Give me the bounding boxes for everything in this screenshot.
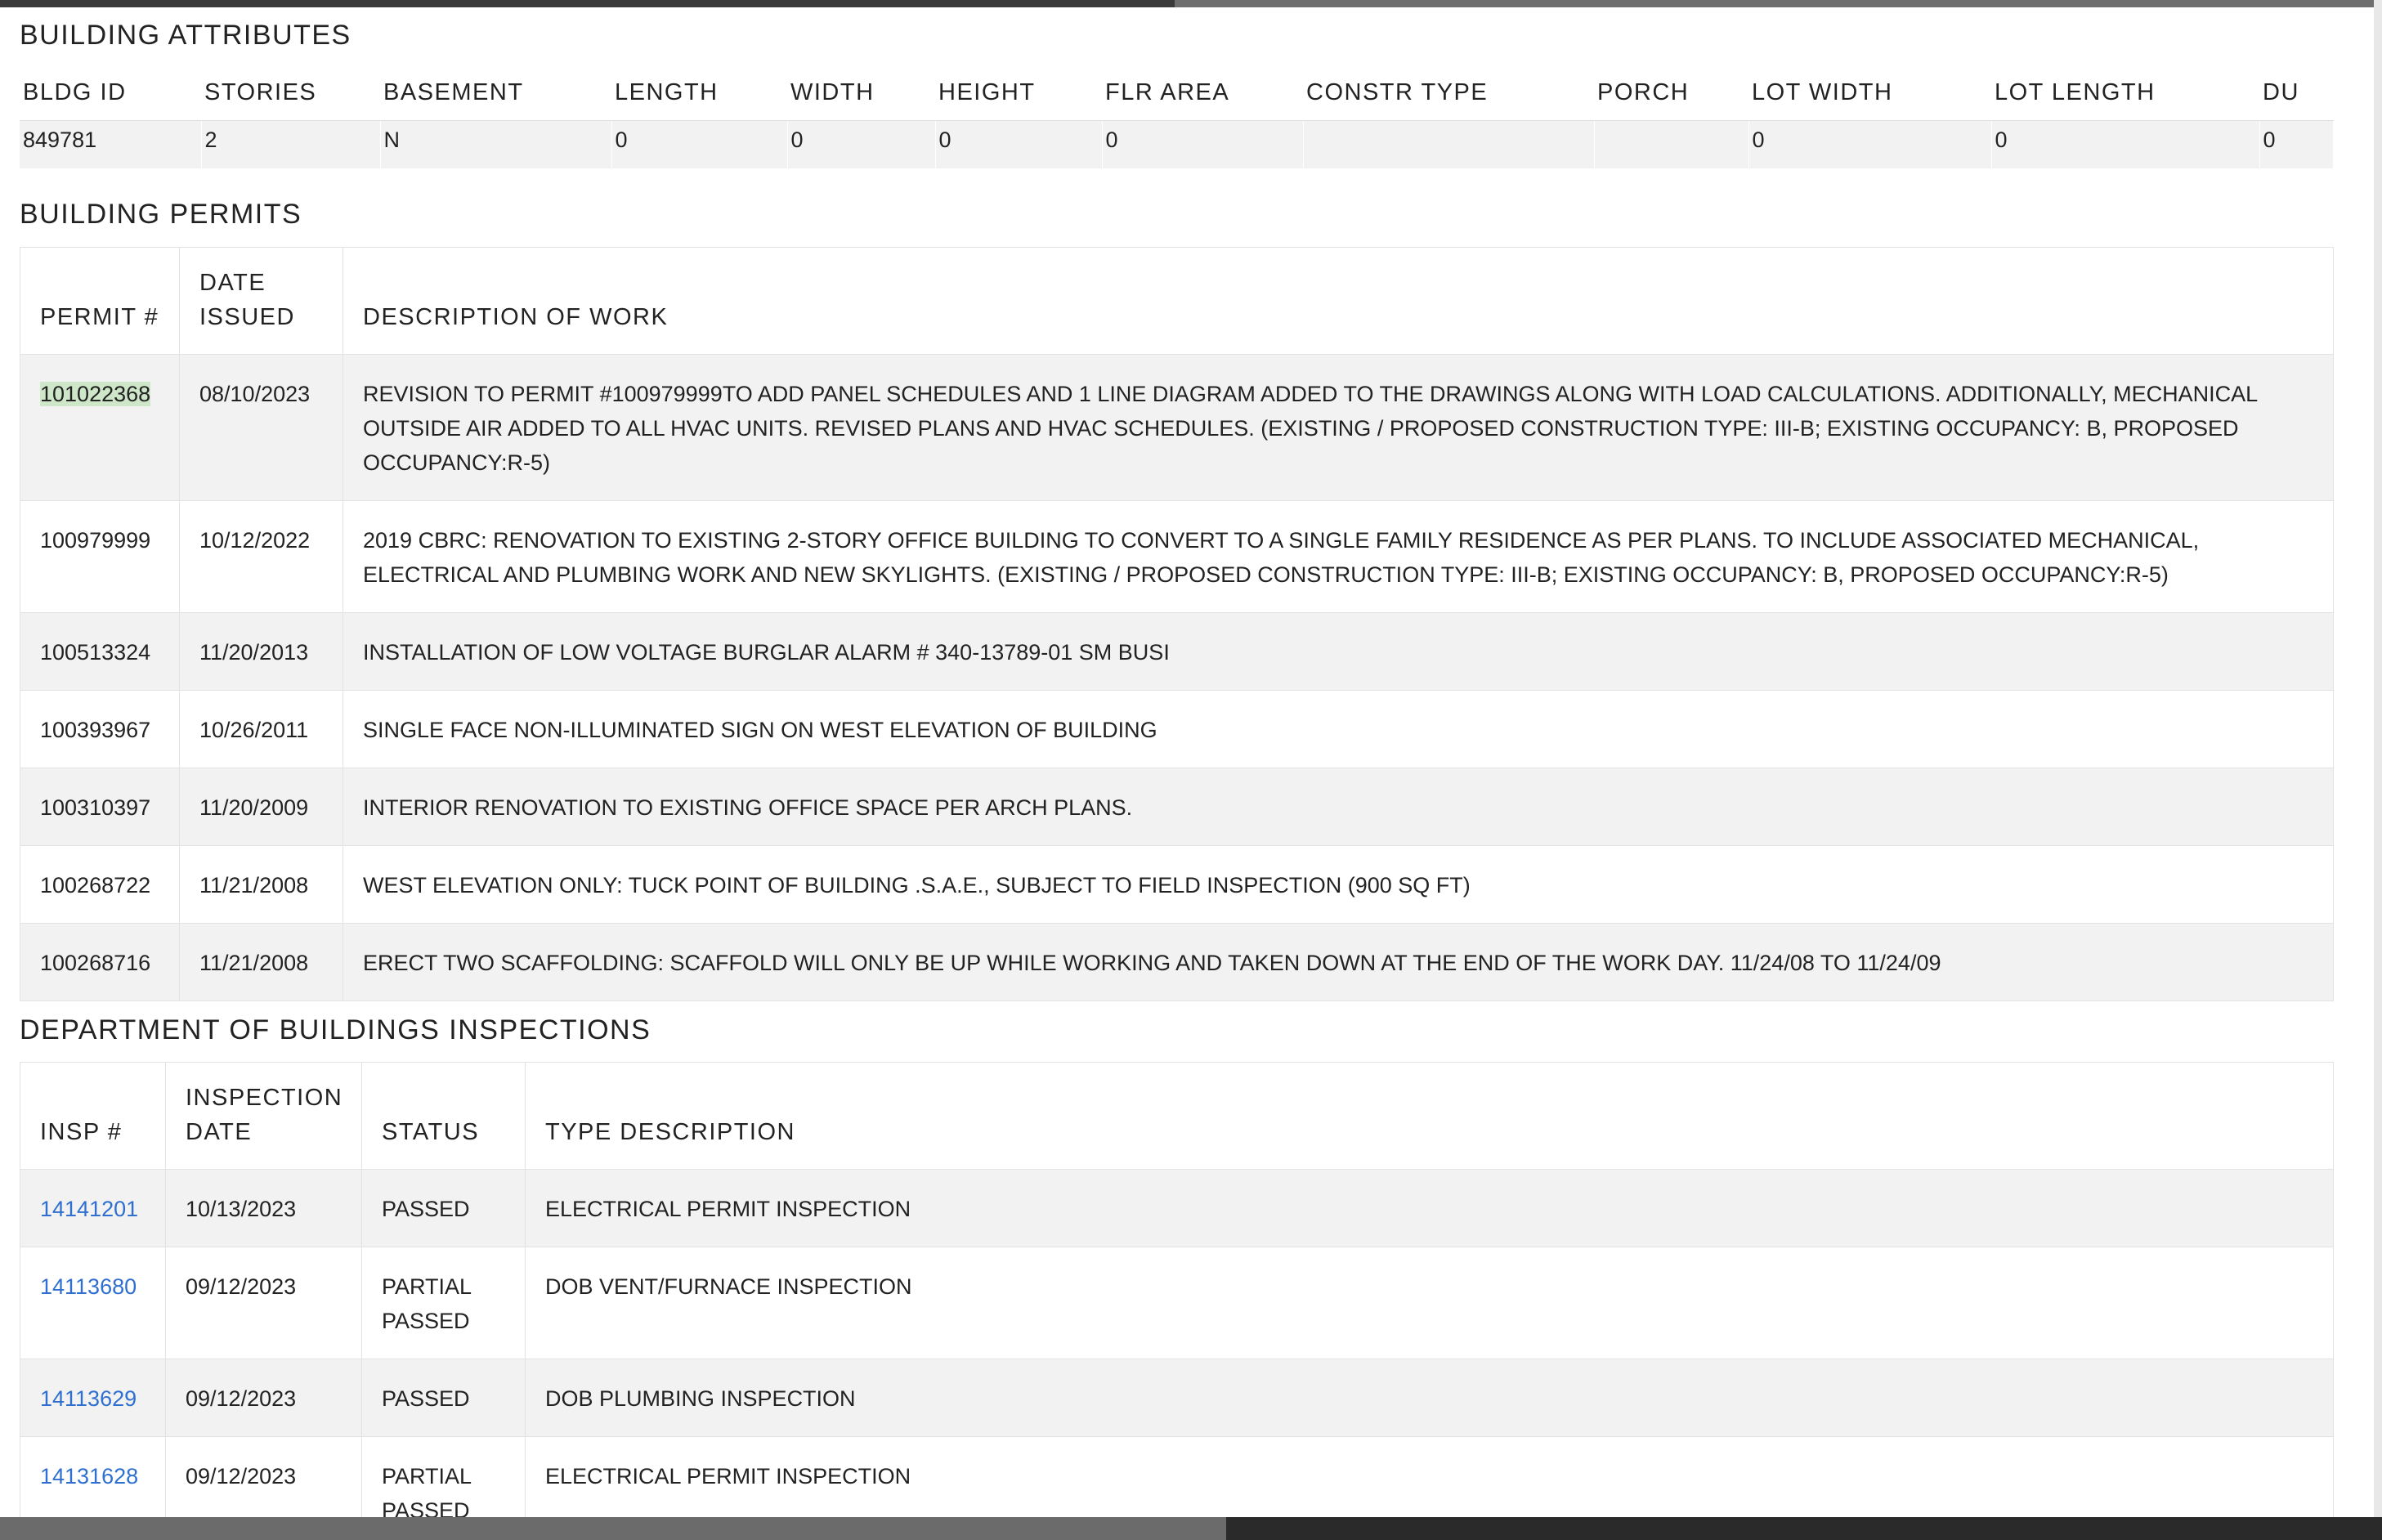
permit-description: REVISION TO PERMIT #100979999TO ADD PANEL SCHEDULES AND 1 LINE DIAGRAM ADDED TO THE DRAWINGS ALONG WITH LOAD CALCULATIONS. ADDITIONALLY, MECHANICAL OUTSIDE AIR ADDED TO ALL HVAC UNITS. REVISED PLANS AND HVAC SCHEDULES. (EXISTING / PROPOSED CONSTRUCTION TYPE: III-B; EXISTING OCCUPANCY: B, PROPOSED OCCUPANCY:R-5) bbox=[343, 355, 2334, 501]
attr-header: LENGTH bbox=[611, 69, 787, 121]
table-row bbox=[20, 846, 2334, 924]
inspections-title: DEPARTMENT OF BUILDINGS INSPECTIONS bbox=[20, 1014, 651, 1045]
permit-date: 11/20/2009 bbox=[180, 768, 343, 846]
inspection-type: ELECTRICAL PERMIT INSPECTION bbox=[526, 1170, 2334, 1247]
permit-date: 08/10/2023 bbox=[180, 355, 343, 501]
inspection-date: 10/13/2023 bbox=[166, 1170, 362, 1247]
permit-number: 100979999 bbox=[20, 501, 180, 613]
attr-header: WIDTH bbox=[787, 69, 935, 121]
building-attributes-title: BUILDING ATTRIBUTES bbox=[20, 20, 351, 51]
window-right-edge bbox=[2374, 0, 2382, 1517]
attr-header: CONSTR TYPE bbox=[1303, 69, 1594, 121]
attr-header: HEIGHT bbox=[935, 69, 1102, 121]
attr-value: 0 bbox=[935, 121, 1102, 169]
inspection-status: PARTIAL PASSED bbox=[362, 1437, 526, 1518]
attr-header: BASEMENT bbox=[380, 69, 611, 121]
building-attributes-table bbox=[20, 69, 2334, 168]
status-header: STATUS bbox=[362, 1063, 526, 1170]
permit-date: 11/21/2008 bbox=[180, 924, 343, 1001]
permit-number: 100513324 bbox=[20, 613, 180, 691]
permit-description: ERECT TWO SCAFFOLDING: SCAFFOLD WILL ONLY BE UP WHILE WORKING AND TAKEN DOWN AT THE END OF THE WORK DAY. 11/24/08 TO 11/24/09 bbox=[343, 924, 2334, 1001]
attr-header: LOT LENGTH bbox=[1991, 69, 2259, 121]
inspection-link[interactable]: 14131628 bbox=[40, 1464, 139, 1489]
table-row bbox=[20, 768, 2334, 846]
permit-date: 11/20/2013 bbox=[180, 613, 343, 691]
type-description-header: TYPE DESCRIPTION bbox=[526, 1063, 2334, 1170]
building-permits-table bbox=[20, 247, 2334, 1001]
window-bottom-bar bbox=[0, 1517, 1226, 1540]
inspections-table bbox=[20, 1062, 2334, 1517]
insp-number-header: INSP # bbox=[20, 1063, 166, 1170]
permit-number: 100310397 bbox=[20, 768, 180, 846]
window-top-bar bbox=[0, 0, 1175, 7]
attributes-value-row bbox=[20, 121, 2333, 169]
attr-value: 0 bbox=[787, 121, 935, 169]
attr-header: STORIES bbox=[201, 69, 380, 121]
permit-date: 11/21/2008 bbox=[180, 846, 343, 924]
inspection-date-header: INSPECTION DATE bbox=[166, 1063, 362, 1170]
inspection-status: PASSED bbox=[362, 1170, 526, 1247]
attr-value: 0 bbox=[1102, 121, 1303, 169]
permit-date: 10/26/2011 bbox=[180, 691, 343, 768]
desktop-background bbox=[1226, 1517, 2382, 1540]
attr-header: PORCH bbox=[1594, 69, 1748, 121]
table-row bbox=[20, 1247, 2334, 1359]
attr-value: 0 bbox=[611, 121, 787, 169]
inspection-link[interactable]: 14141201 bbox=[40, 1197, 139, 1221]
inspection-type: DOB PLUMBING INSPECTION bbox=[526, 1359, 2334, 1437]
inspections-header-row bbox=[20, 1063, 2334, 1170]
inspection-date: 09/12/2023 bbox=[166, 1437, 362, 1518]
permit-description: SINGLE FACE NON-ILLUMINATED SIGN ON WEST ELEVATION OF BUILDING bbox=[343, 691, 2334, 768]
date-issued-header: DATE ISSUED bbox=[180, 248, 343, 355]
table-row bbox=[20, 355, 2334, 501]
table-row bbox=[20, 1359, 2334, 1437]
inspection-status: PASSED bbox=[362, 1359, 526, 1437]
insp-number-cell bbox=[20, 1359, 166, 1437]
attr-value: N bbox=[380, 121, 611, 169]
attr-value bbox=[1594, 121, 1748, 169]
table-row bbox=[20, 924, 2334, 1001]
attr-value: 2 bbox=[201, 121, 380, 169]
insp-number-cell bbox=[20, 1437, 166, 1518]
permit-description: INSTALLATION OF LOW VOLTAGE BURGLAR ALARM # 340-13789-01 SM BUSI bbox=[343, 613, 2334, 691]
attr-header: DU bbox=[2259, 69, 2333, 121]
attr-value: 849781 bbox=[20, 121, 201, 169]
permit-date: 10/12/2022 bbox=[180, 501, 343, 613]
inspection-link[interactable]: 14113680 bbox=[40, 1274, 137, 1299]
attr-value: 0 bbox=[1748, 121, 1991, 169]
permit-number: 101022368 bbox=[20, 355, 180, 501]
attr-header: FLR AREA bbox=[1102, 69, 1303, 121]
attr-value: 0 bbox=[1991, 121, 2259, 169]
inspection-status: PARTIAL PASSED bbox=[362, 1247, 526, 1359]
permit-number: 100393967 bbox=[20, 691, 180, 768]
permit-description: 2019 CBRC: RENOVATION TO EXISTING 2-STORY OFFICE BUILDING TO CONVERT TO A SINGLE FAMILY RESIDENCE AS PER PLANS. TO INCLUDE ASSOCIATED MECHANICAL, ELECTRICAL AND PLUMBING WORK AND NEW SKYLIGHTS. (EXISTING / PROPOSED CONSTRUCTION TYPE: III-B; EXISTING OCCUPANCY: B, PROPOSED OCCUPANCY:R-5) bbox=[343, 501, 2334, 613]
attr-header: BLDG ID bbox=[20, 69, 201, 121]
insp-number-cell bbox=[20, 1170, 166, 1247]
inspection-type: ELECTRICAL PERMIT INSPECTION bbox=[526, 1437, 2334, 1518]
insp-number-cell bbox=[20, 1247, 166, 1359]
permits-header-row bbox=[20, 248, 2334, 355]
attributes-header-row bbox=[20, 69, 2333, 121]
permit-number: 100268716 bbox=[20, 924, 180, 1001]
table-row bbox=[20, 1437, 2334, 1518]
page-content bbox=[0, 7, 2374, 1517]
inspection-date: 09/12/2023 bbox=[166, 1359, 362, 1437]
permit-number-header: PERMIT # bbox=[20, 248, 180, 355]
table-row bbox=[20, 691, 2334, 768]
table-row bbox=[20, 613, 2334, 691]
inspection-type: DOB VENT/FURNACE INSPECTION bbox=[526, 1247, 2334, 1359]
table-row bbox=[20, 1170, 2334, 1247]
attr-value bbox=[1303, 121, 1594, 169]
inspection-link[interactable]: 14113629 bbox=[40, 1386, 137, 1411]
attr-value: 0 bbox=[2259, 121, 2333, 169]
building-permits-title: BUILDING PERMITS bbox=[20, 199, 302, 230]
inspection-date: 09/12/2023 bbox=[166, 1247, 362, 1359]
permit-description: INTERIOR RENOVATION TO EXISTING OFFICE SPACE PER ARCH PLANS. bbox=[343, 768, 2334, 846]
table-row bbox=[20, 501, 2334, 613]
permit-number: 100268722 bbox=[20, 846, 180, 924]
permit-description: WEST ELEVATION ONLY: TUCK POINT OF BUILDING .S.A.E., SUBJECT TO FIELD INSPECTION (900 SQ FT) bbox=[343, 846, 2334, 924]
attr-header: LOT WIDTH bbox=[1748, 69, 1991, 121]
window-top-bar-right bbox=[1175, 0, 2382, 7]
description-header: DESCRIPTION OF WORK bbox=[343, 248, 2334, 355]
